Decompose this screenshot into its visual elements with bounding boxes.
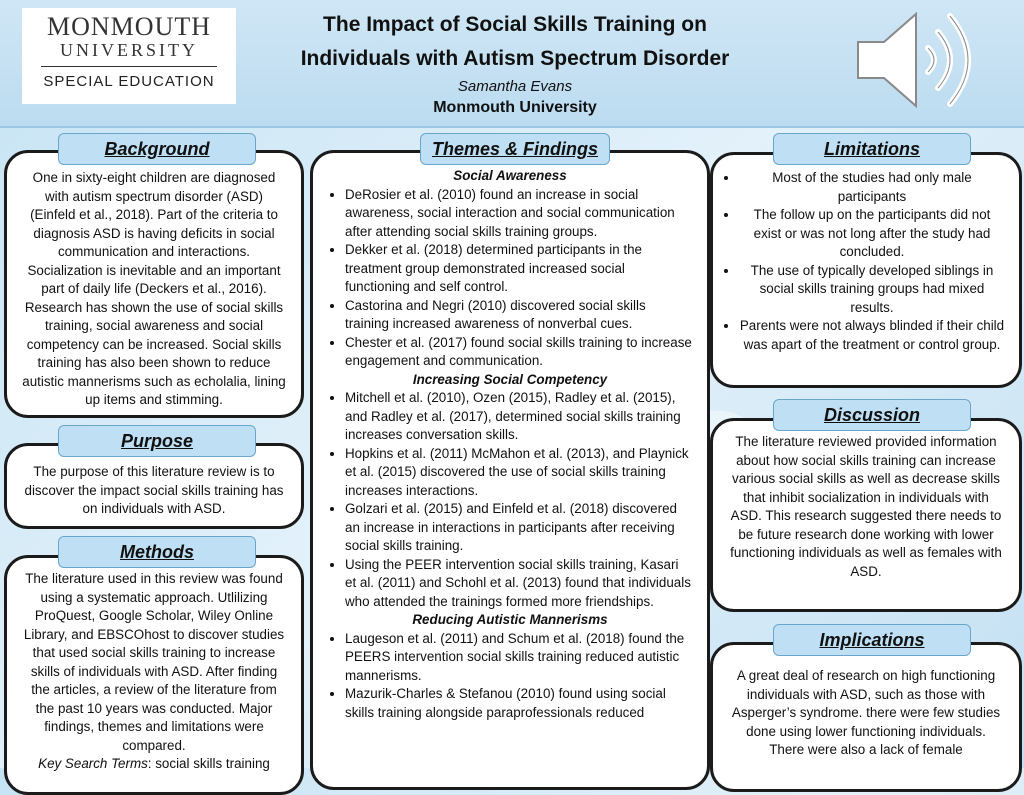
autistic-mannerisms-list: [327, 630, 693, 723]
poster-header: [0, 0, 1024, 128]
discussion-text: The literature reviewed provided information about how social skills training can increase various social skills as well as decrease skills that inhibit socialization in individuals with ASD. This research suggested there needs to be future research done working with lower functioning individuals as well as females with ASD.: [730, 434, 1002, 579]
logo-line3: SPECIAL EDUCATION: [43, 73, 215, 90]
monmouth-logo: [22, 8, 236, 104]
list-item: • Most of the studies had only male participants: [739, 169, 1005, 206]
social-awareness-list: [327, 186, 693, 371]
list-item: • The use of typically developed siblings in social skills training groups had mixed results.: [739, 262, 1005, 318]
title-line2: Individuals with Autism Spectrum Disorder: [300, 47, 730, 70]
list-item: • Castorina and Negri (2010) discovered social skills training increased awareness of nonverbal cues.: [345, 297, 693, 334]
list-item: • Chester et al. (2017) found social skills training to increase engagement and communication.: [345, 334, 693, 371]
background-panel: [4, 150, 304, 418]
institution-name: Monmouth University: [433, 99, 597, 116]
list-item: • Parents were not always blinded if their child was apart of the treatment or control group.: [739, 317, 1005, 354]
list-item: • Hopkins et al. (2011) McMahon et al. (2013), and Playnick et al. (2015) discovered the use of social skills training increases interactions.: [345, 445, 693, 501]
methods-text: The literature used in this review was found using a systematic approach. Utlilizing ProQuest, Google Scholar, Wiley Online Library, and EBSCOhost to discover studies that used social skills training to increase skills of individuals with ASD. After finding the articles, a review of the literature from the past 10 years was conducted. Major findings, themes and limitations were compared.: [23, 571, 285, 753]
themes-panel: [310, 150, 710, 790]
discussion-heading: Discussion: [773, 399, 971, 431]
social-awareness-subheading: Social Awareness: [453, 168, 567, 183]
logo-line1: MONMOUTH: [47, 12, 211, 41]
implications-text: A great deal of research on high functioning individuals with ASD, such as those with Asperger’s syndrome. there were few studies done using lower functioning individuals. There were also a lack of female: [731, 668, 1001, 757]
list-item: • Mitchell et al. (2010), Ozen (2015), Radley et al. (2015), and Radley et al. (2017), determined social skills training increases conversation skills.: [345, 389, 693, 445]
autistic-mannerisms-subheading: Reducing Autistic Mannerisms: [412, 612, 608, 627]
list-item: • Golzari et al. (2015) and Einfeld et al. (2018) discovered an increase in interactions in participants after receiving social skills training.: [345, 500, 693, 556]
purpose-heading: Purpose: [58, 425, 256, 457]
poster-title: [250, 8, 780, 76]
speaker-audio-icon[interactable]: [850, 8, 990, 112]
logo-line2: UNIVERSITY: [60, 40, 198, 60]
list-item: • Laugeson et al. (2011) and Schum et al. (2018) found the PEERS intervention social skills training reduced autistic mannerisms.: [345, 630, 693, 686]
social-competency-subheading: Increasing Social Competency: [412, 371, 608, 387]
author-name: Samantha Evans: [457, 78, 573, 95]
background-heading: Background: [58, 133, 256, 165]
title-line1: The Impact of Social Skills Training on: [323, 13, 707, 36]
implications-panel: [710, 642, 1022, 792]
purpose-text: The purpose of this literature review is to discover the impact social skills training has on individuals with ASD.: [24, 464, 284, 516]
methods-key-terms: [7, 755, 301, 774]
limitations-list: [713, 169, 1019, 354]
themes-heading: Themes & Findings: [420, 133, 610, 165]
discussion-panel: [710, 418, 1022, 612]
list-item: • Dekker et al. (2018) determined participants in the treatment group demonstrated increased social functioning and self control.: [345, 241, 693, 297]
list-item: • DeRosier et al. (2010) found an increase in social awareness, social interaction and social communication after attending social skills training groups.: [345, 186, 693, 242]
key-terms-text: : social skills training: [147, 756, 270, 771]
list-item: • The follow up on the participants did not exist or was not long after the study had concluded.: [739, 206, 1005, 262]
methods-panel: [4, 555, 304, 795]
implications-heading: Implications: [773, 624, 971, 656]
list-item: • Using the PEER intervention social skills training, Kasari et al. (2011) and Schohl et al. (2013) found that individuals who attended the trainings formed more friendships.: [345, 556, 693, 612]
social-competency-list: [327, 389, 693, 611]
background-text: One in sixty-eight children are diagnosed with autism spectrum disorder (ASD) (Einfeld et al., 2018). Part of the criteria to diagnosis ASD is having deficits in social communication and interactions. Socialization is inevitable and an important part of daily life (Deckers et al., 2016). Research has shown the use of social skills training, social awareness and social competency can be increased. Social skills training has also been shown to reduce autistic mannerisms such as echolalia, lining up items and stimming.: [22, 170, 286, 407]
limitations-heading: Limitations: [773, 133, 971, 165]
key-terms-label: Key Search Terms: [38, 756, 148, 771]
logo-divider: [41, 66, 217, 67]
list-item: • Mazurik-Charles & Stefanou (2010) found using social skills training alongside paraprofessionals reduced: [345, 685, 693, 722]
methods-heading: Methods: [58, 536, 256, 568]
limitations-panel: [710, 152, 1022, 388]
